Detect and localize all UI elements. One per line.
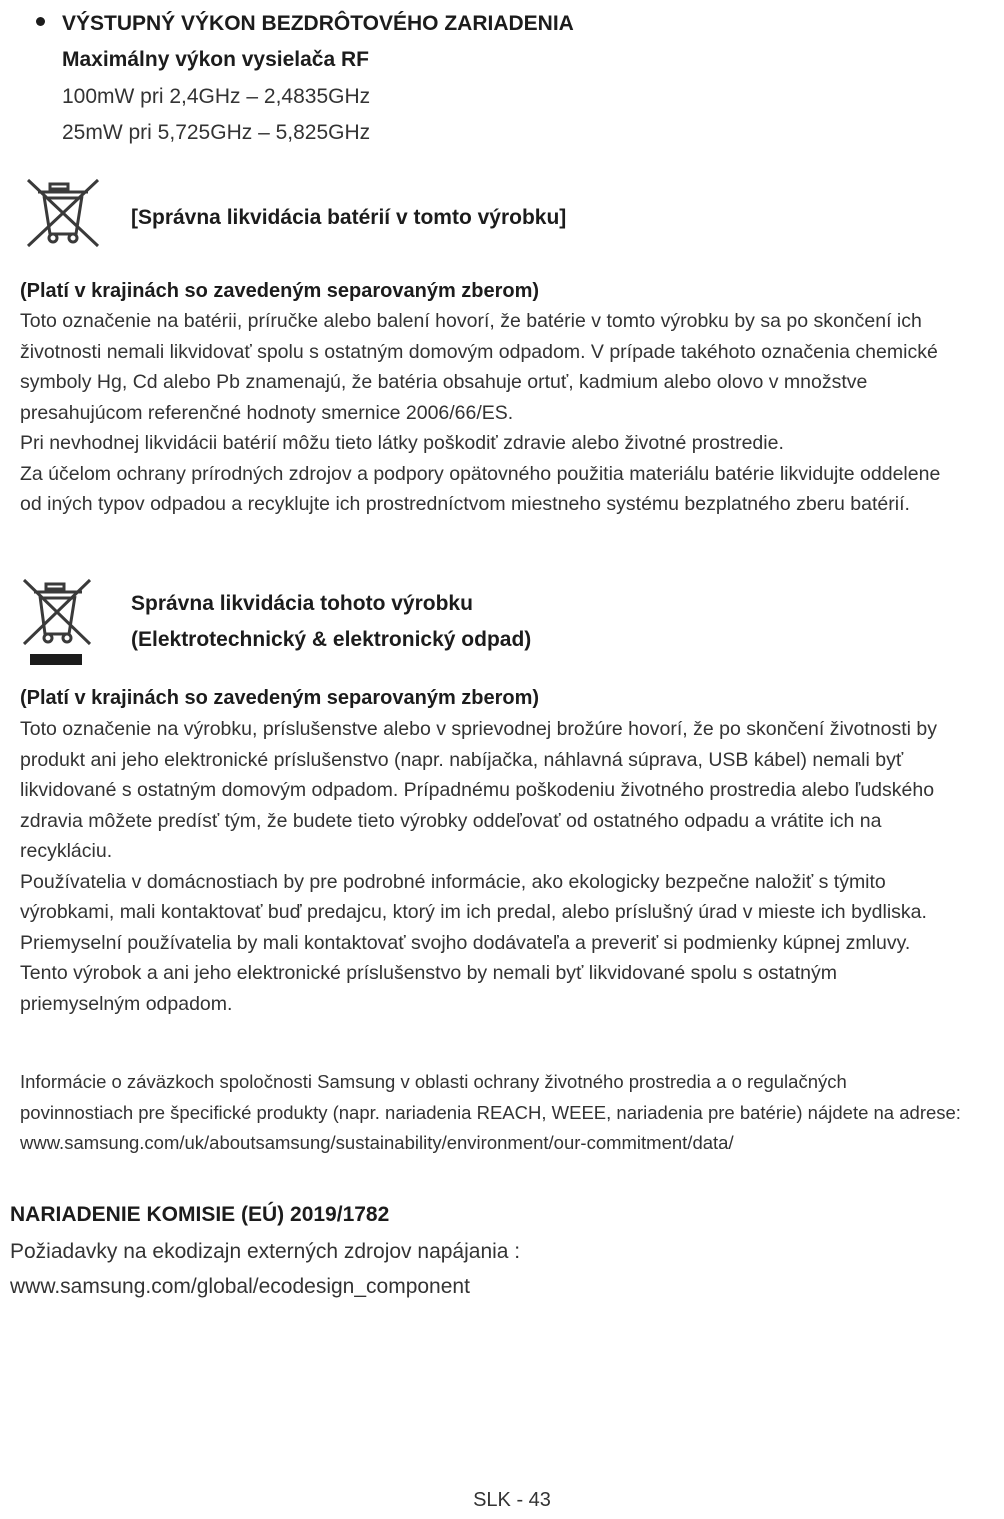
list-bullet: [36, 17, 45, 26]
text-line: životnosti nemali likvidovať spolu s ostatným domovým odpadom. V prípade takéhoto označenia chemické: [20, 340, 938, 363]
crossed-out-wheelie-bin-icon: [24, 176, 102, 250]
weee-paragraph: [20, 714, 937, 1019]
weee-title-2: (Elektrotechnický & elektronický odpad): [131, 628, 532, 651]
battery-paragraph: [20, 306, 940, 520]
weee-applies: (Platí v krajinách so zavedeným separovaným zberom): [20, 687, 540, 709]
text-line: povinnostiach pre špecifické produkty (napr. nariadenia REACH, WEEE, nariadenia pre batérie) nájdete na adrese:: [20, 1101, 961, 1123]
page-number: SLK - 43: [473, 1489, 551, 1511]
text-line: od iných typov odpadou a recyklujte ich prostredníctvom miestneho systému bezplatného zberu batérií.: [20, 493, 910, 515]
text-line: Priemyselní používatelia by mali kontaktovať svojho dodávateľa a preveriť si podmienky kúpnej zmluvy.: [20, 931, 911, 954]
text-line: presahujúcom referenčné hodnoty smernice 2006/66/ES.: [20, 401, 514, 424]
text-line: zdravia môžete predísť tým, že budete tieto výrobky oddeľovať od ostatného odpadu a vrátite ich na: [20, 809, 882, 832]
rf-subheading: Maximálny výkon vysielača RF: [62, 48, 369, 71]
weee-title-1: Správna likvidácia tohoto výrobku: [131, 592, 473, 615]
regulation-line-1: Požiadavky na ekodizajn externých zdrojov napájania :: [10, 1240, 521, 1263]
text-line: produkt ani jeho elektronické príslušenstvo (napr. nabíjačka, náhlavná súprava, USB kábel) nemali byť: [20, 748, 904, 771]
rf-heading: VÝSTUPNÝ VÝKON BEZDRÔTOVÉHO ZARIADENIA: [62, 12, 574, 35]
text-line: Tento výrobok a ani jeho elektronické príslušenstvo by nemali byť likvidované spolu s ostatným: [20, 962, 837, 984]
regulation-link[interactable]: www.samsung.com/global/ecodesign_component: [10, 1275, 470, 1298]
text-line: Toto označenie na výrobku, príslušenstve alebo v sprievodnej brožúre hovorí, že po skončení životnosti by: [20, 718, 938, 740]
text-line: Používatelia v domácnostiach by pre podrobné informácie, ako ekologicky bezpečne naložiť s týmito: [20, 870, 886, 893]
info-link[interactable]: www.samsung.com/uk/aboutsamsung/sustainability/environment/our-commitment/data/: [20, 1132, 734, 1153]
info-paragraph: [20, 1067, 961, 1159]
text-line: Pri nevhodnej likvidácii batérií môžu tieto látky poškodiť zdravie alebo životné prostredie.: [20, 432, 784, 454]
rf-line-1: 100mW pri 2,4GHz – 2,4835GHz: [62, 85, 371, 108]
battery-applies: (Platí v krajinách so zavedeným separovaným zberom): [20, 280, 540, 302]
rf-line-2: 25mW pri 5,725GHz – 5,825GHz: [62, 121, 371, 144]
text-line: recykláciu.: [20, 840, 113, 862]
text-line: priemyselným odpadom.: [20, 992, 233, 1015]
text-line: Za účelom ochrany prírodných zdrojov a podpory opätovného použitia materiálu batérie likvidujte oddelene: [20, 462, 941, 485]
text-line: symboly Hg, Cd alebo Pb znamenajú, že batéria obsahuje ortuť, kadmium alebo olovo v množstve: [20, 371, 868, 393]
crossed-out-wheelie-bin-with-bar-icon: [20, 576, 94, 668]
text-line: výrobkami, mali kontaktovať buď predajcu, ktorý im ich predal, alebo príslušný úrad v mieste ich bydliska.: [20, 901, 927, 923]
battery-title: [Správna likvidácia batérií v tomto výrobku]: [131, 206, 567, 229]
text-line: Informácie o záväzkoch spoločnosti Samsung v oblasti ochrany životného prostredia a o regulačných: [20, 1071, 847, 1092]
text-line: Toto označenie na batérii, príručke alebo balení hovorí, že batérie v tomto výrobku by sa po skončení ich: [20, 310, 922, 332]
regulation-heading: NARIADENIE KOMISIE (EÚ) 2019/1782: [10, 1203, 390, 1226]
text-line: likvidované s ostatným domovým odpadom. Prípadnému poškodeniu životného prostredia alebo ľudského: [20, 779, 935, 801]
